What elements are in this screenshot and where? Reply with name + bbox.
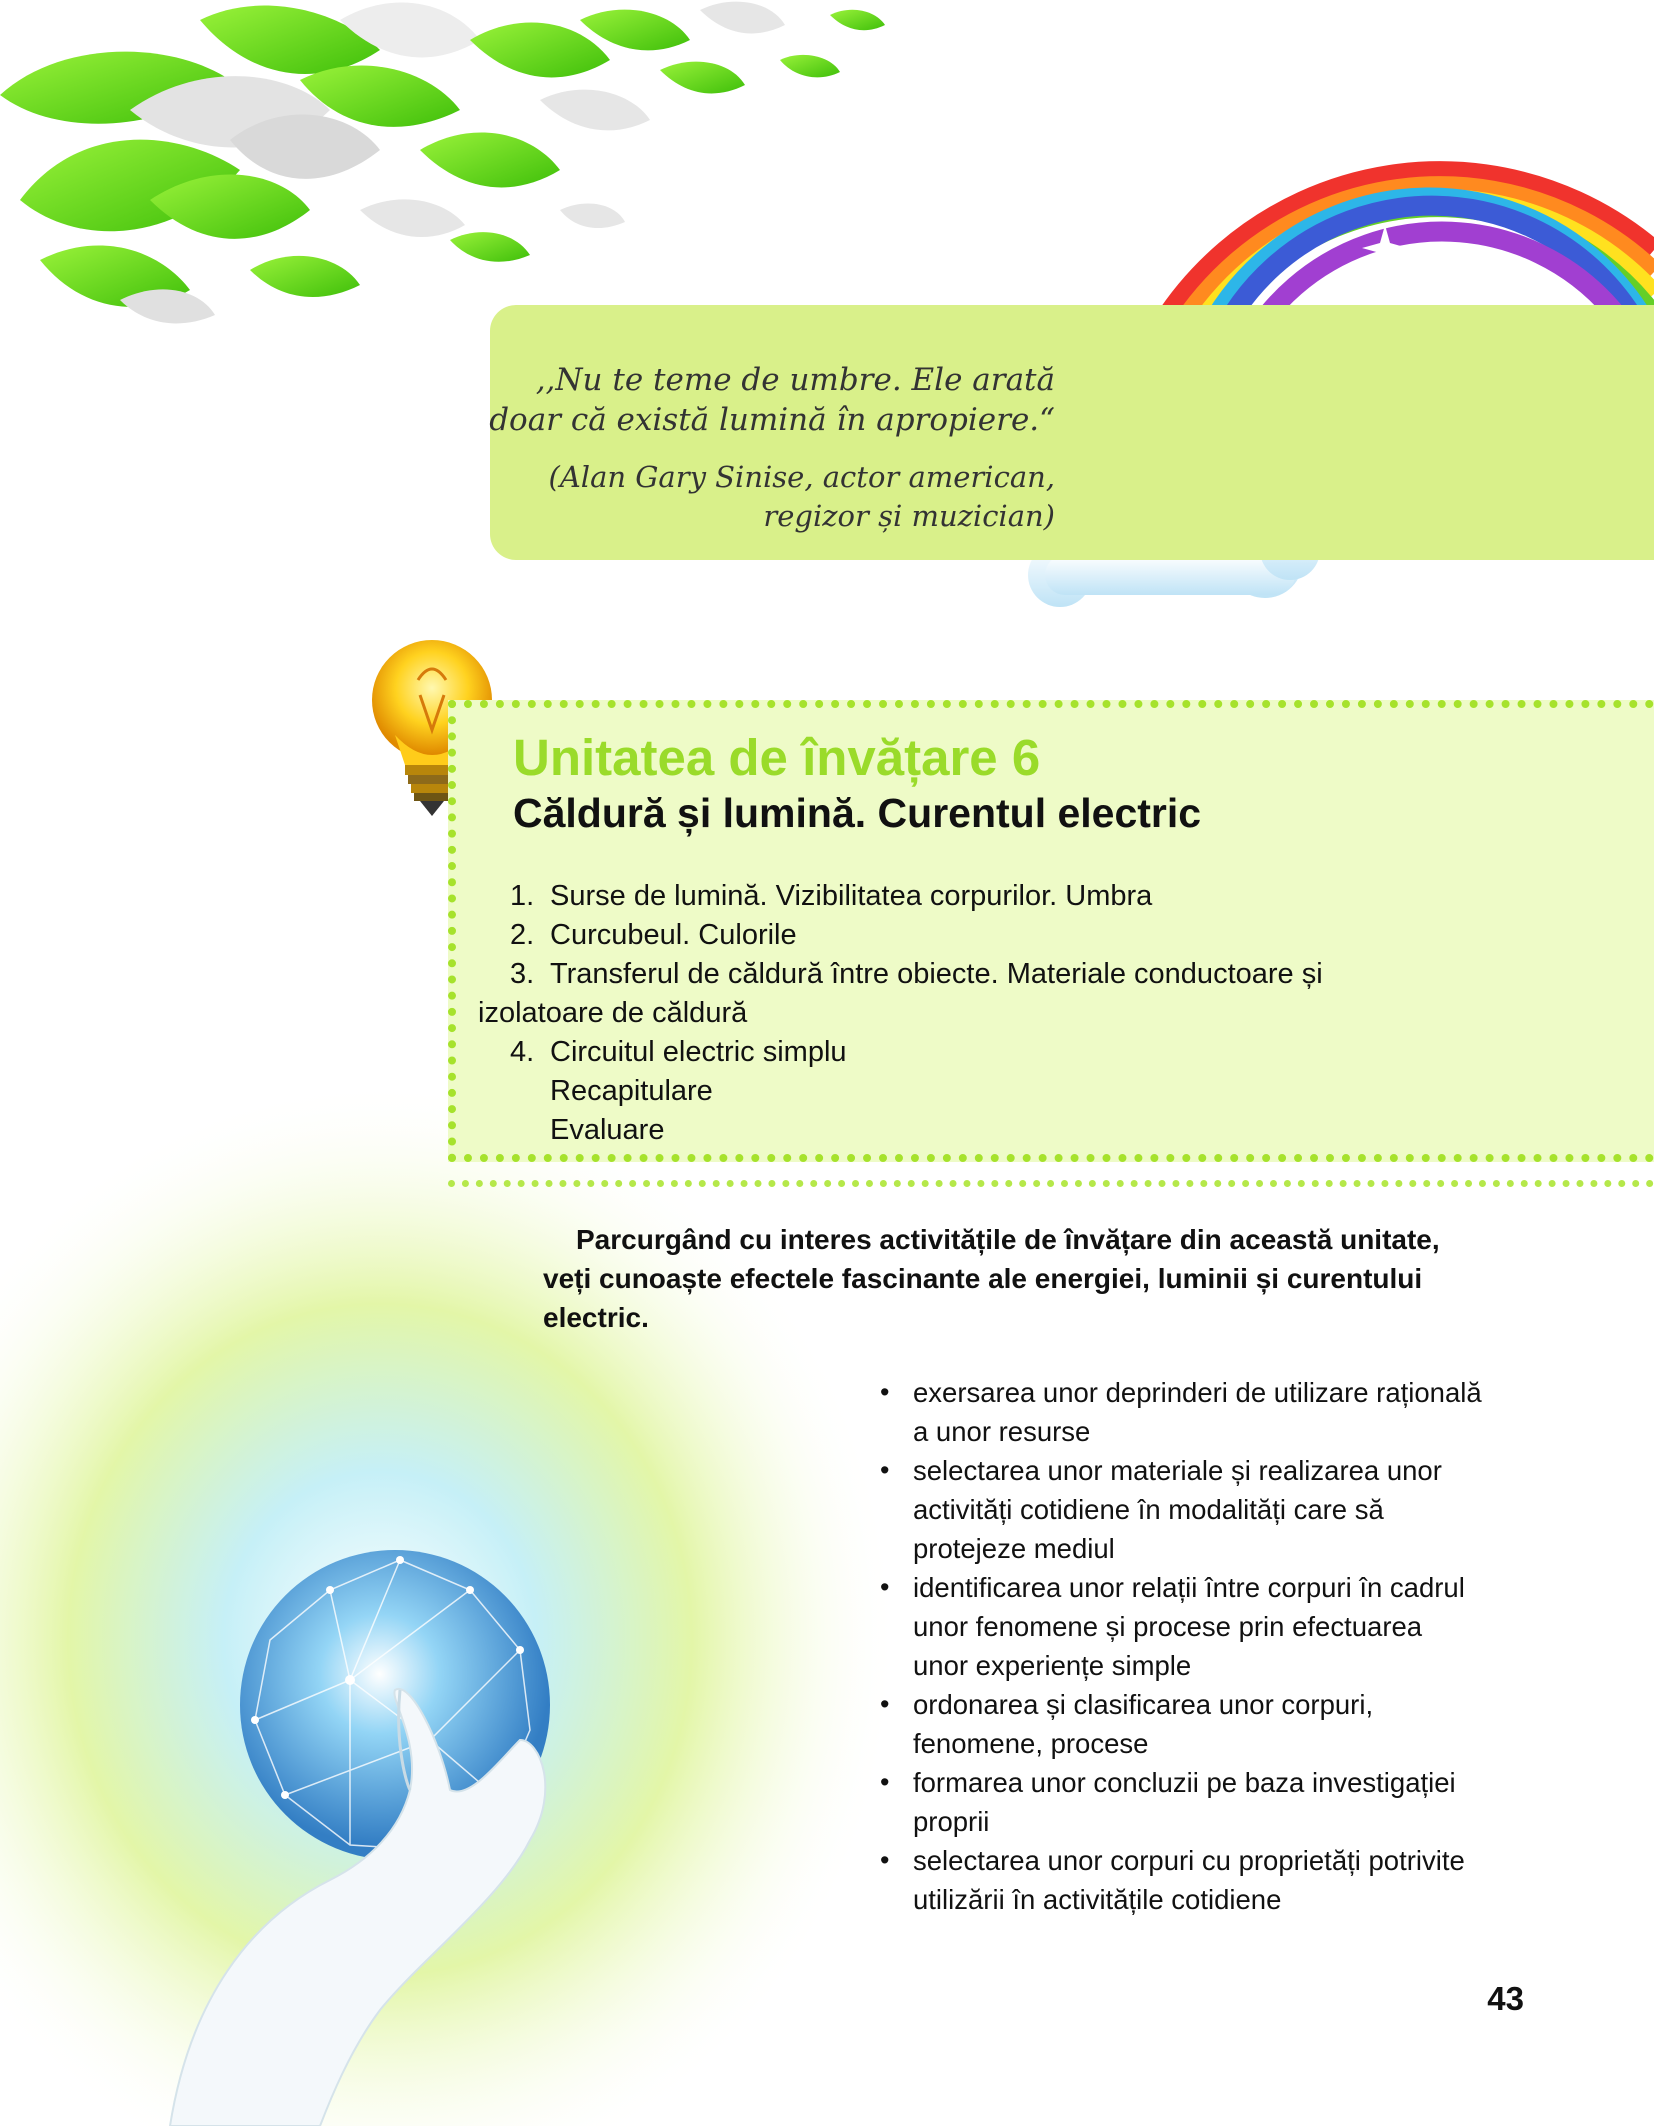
- contents-item-text: izolatoare de căldură: [478, 997, 748, 1029]
- contents-item-number: 4.: [510, 1036, 535, 1068]
- intro-line: [543, 1220, 1523, 1259]
- bullet-icon: •: [880, 1689, 890, 1719]
- leaves-artwork: [0, 2, 885, 324]
- objective-line: identificarea unor relații între corpuri în cadrul: [913, 1572, 1465, 1603]
- objective-line: unor experiențe simple: [913, 1650, 1192, 1681]
- quote-text: [480, 360, 1055, 440]
- bullet-icon: •: [880, 1377, 890, 1407]
- objective-line: ordonarea și clasificarea unor corpuri,: [913, 1689, 1374, 1720]
- intro-line: electric.: [543, 1302, 649, 1333]
- objective-line: utilizării în activitățile cotidiene: [913, 1884, 1282, 1915]
- contents-item-continued: [478, 994, 1598, 1033]
- contents-item: [478, 1033, 1598, 1072]
- objective-item: [880, 1373, 1520, 1451]
- objective-line: selectarea unor corpuri cu proprietăți potrivite: [913, 1845, 1465, 1876]
- contents-item-text: Transferul de căldură între obiecte. Materiale conductoare și: [550, 958, 1323, 990]
- contents-item-text: Circuitul electric simplu: [550, 1036, 847, 1068]
- bullet-icon: •: [880, 1572, 890, 1602]
- contents-item-text: Curcubeul. Culorile: [550, 919, 797, 951]
- contents-item-number: 3.: [510, 958, 535, 990]
- objective-item: [880, 1841, 1520, 1919]
- objective-item: [880, 1685, 1520, 1763]
- page-number: 43: [1487, 1980, 1524, 2017]
- contents-item: [478, 1111, 1598, 1150]
- objective-line: proprii: [913, 1806, 990, 1837]
- contents-item-number: 2.: [510, 919, 535, 951]
- contents-item-text: Evaluare: [550, 1114, 665, 1146]
- objective-item: [880, 1568, 1520, 1685]
- objective-line: exersarea unor deprinderi de utilizare rațională: [913, 1377, 1482, 1408]
- intro-line: veți cunoaște efectele fascinante ale energiei, luminii și curentului: [543, 1263, 1423, 1294]
- quote-line: doar că există lumină în apropiere.“: [489, 402, 1055, 438]
- objective-line: activități cotidiene în modalități care să: [913, 1494, 1384, 1525]
- objectives-list: [880, 1373, 1520, 1919]
- objective-line: selectarea unor materiale și realizarea unor: [913, 1455, 1442, 1486]
- quote-author: [480, 458, 1055, 536]
- contents-item-text: Surse de lumină. Vizibilitatea corpurilor. Umbra: [550, 880, 1153, 912]
- objective-line: unor fenomene și procese prin efectuarea: [913, 1611, 1423, 1642]
- bullet-icon: •: [880, 1845, 890, 1875]
- contents-item-text: Recapitulare: [550, 1075, 713, 1107]
- contents-item-number: 1.: [510, 880, 535, 912]
- contents-item: [478, 916, 1598, 955]
- objective-line: protejeze mediul: [913, 1533, 1115, 1564]
- contents-item: [478, 1072, 1598, 1111]
- contents-item: [478, 955, 1598, 994]
- objective-item: [880, 1451, 1520, 1568]
- objective-line: fenomene, procese: [913, 1728, 1149, 1759]
- bullet-icon: •: [880, 1767, 890, 1797]
- quote-line: ,,Nu te teme de umbre. Ele arată: [535, 362, 1055, 398]
- contents-item: [478, 877, 1598, 916]
- objective-line: a unor resurse: [913, 1416, 1091, 1447]
- unit-subtitle: Căldură și lumină. Curentul electric: [513, 790, 1202, 836]
- objective-item: [880, 1763, 1520, 1841]
- intro-line-text: Parcurgând cu interes activitățile de învățare din această unitate,: [576, 1224, 1440, 1255]
- quote-author-line: (Alan Gary Sinise, actor american,: [548, 460, 1055, 494]
- quote-author-line: regizor și muzician): [763, 499, 1055, 533]
- unit-box-divider: [448, 1180, 1654, 1187]
- unit-contents-list: [478, 877, 1598, 1150]
- bullet-icon: •: [880, 1455, 890, 1485]
- objective-line: formarea unor concluzii pe baza investigației: [913, 1767, 1456, 1798]
- unit-title: Unitatea de învățare 6: [513, 729, 1041, 786]
- intro-paragraph: [543, 1220, 1523, 1337]
